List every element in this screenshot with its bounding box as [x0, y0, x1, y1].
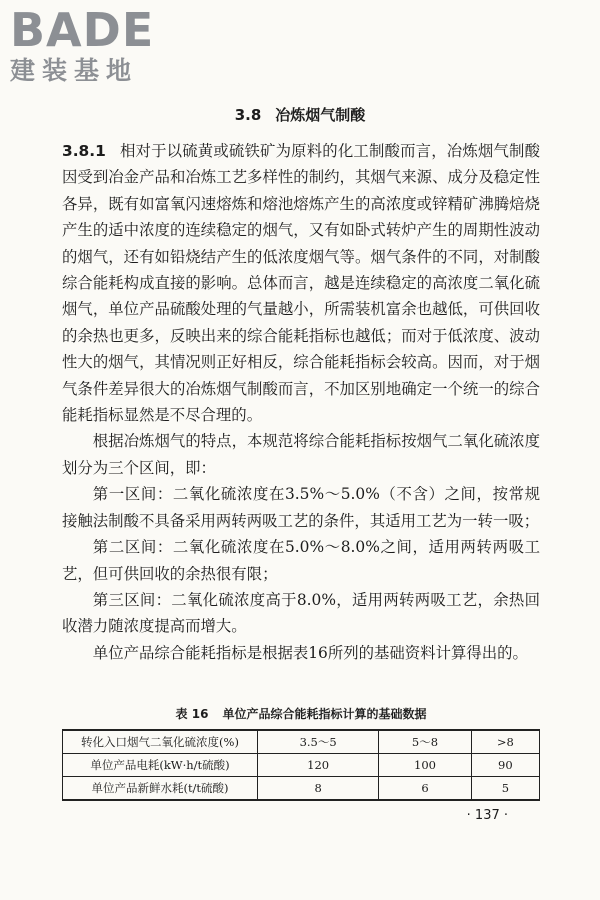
table-number: 表 16: [175, 707, 209, 721]
table-cell: 5: [471, 777, 539, 801]
table-caption-text: 单位产品综合能耗指标计算的基础数据: [222, 707, 427, 721]
logo-main-text: BADE: [10, 3, 155, 57]
table-row-label: 单位产品新鲜水耗(t/t硫酸): [63, 777, 258, 801]
section-title: [0, 104, 600, 125]
paragraph-3: 第一区间：二氧化硫浓度在3.5%～5.0%（不含）之间，按常规接触法制酸不具备采用两转两吸工艺的条件，其适用工艺为一转一吸；: [62, 485, 540, 530]
paragraph-1: [62, 138, 540, 428]
section-number: 3.8: [234, 106, 262, 124]
table-cell: 8: [258, 777, 379, 801]
table-row: [63, 730, 540, 754]
table-row-label: 单位产品电耗(kW·h/t硫酸): [63, 754, 258, 777]
table-cell: 90: [471, 754, 539, 777]
section-title-text: 冶炼烟气制酸: [275, 106, 366, 124]
table-cell: >8: [471, 730, 539, 754]
table-row: [63, 754, 540, 777]
data-table: [62, 729, 540, 801]
table-cell: 100: [379, 754, 471, 777]
clause-number: 3.8.1: [62, 142, 106, 160]
page-number: · 137 ·: [466, 808, 508, 823]
logo-sub-text: 建装基地: [10, 56, 139, 85]
body-text: [62, 138, 540, 666]
table-cell: 5～8: [379, 730, 471, 754]
paragraph-2: 根据冶炼烟气的特点，本规范将综合能耗指标按烟气二氧化硫浓度划分为三个区间，即：: [62, 432, 540, 477]
table-row-label: 转化入口烟气二氧化硫浓度(%): [63, 730, 258, 754]
table-cell: 120: [258, 754, 379, 777]
paragraph-4: 第二区间：二氧化硫浓度在5.0%～8.0%之间，适用两转两吸工艺，但可供回收的余热很有限；: [62, 538, 540, 583]
paragraph-5: 第三区间：二氧化硫浓度高于8.0%，适用两转两吸工艺，余热回收潜力随浓度提高而增大。: [62, 590, 540, 636]
paragraph-6: 单位产品综合能耗指标是根据表16所列的基础资料计算得出的。: [92, 643, 528, 662]
watermark-logo: [10, 3, 180, 86]
table-cell: 6: [379, 777, 471, 801]
paragraph-1-text: 相对于以硫黄或硫铁矿为原料的化工制酸而言，冶炼烟气制酸因受到冶金产品和冶炼工艺多样性的制约，其烟气来源、成分及稳定性各异，既有如富氧闪速熔炼和熔池熔炼产生的高浓度或锌精矿沸腾焙烧产生的适中浓度的连续稳定的烟气，又有如卧式转炉产生的周期性波动的烟气，还有如铅烧结产生的低浓度烟气等。烟气条件的不同，对制酸综合能耗构成直接的影响。总体而言，越是连续稳定的高浓度二氧化硫烟气，单位产品硫酸处理的气量越小，所需装机富余也越低，可供回收的余热也更多，反映出来的综合能耗指标也越低；而对于低浓度、波动性大的烟气，其情况则正好相反，综合能耗指标会较高。因而，对于烟气条件差异很大的冶炼烟气制酸而言，不加区别地确定一个统一的综合能耗指标显然是不尽合理的。: [62, 142, 540, 425]
table-cell: 3.5～5: [258, 730, 379, 754]
table-caption: [62, 705, 540, 722]
table-row: [63, 777, 540, 801]
